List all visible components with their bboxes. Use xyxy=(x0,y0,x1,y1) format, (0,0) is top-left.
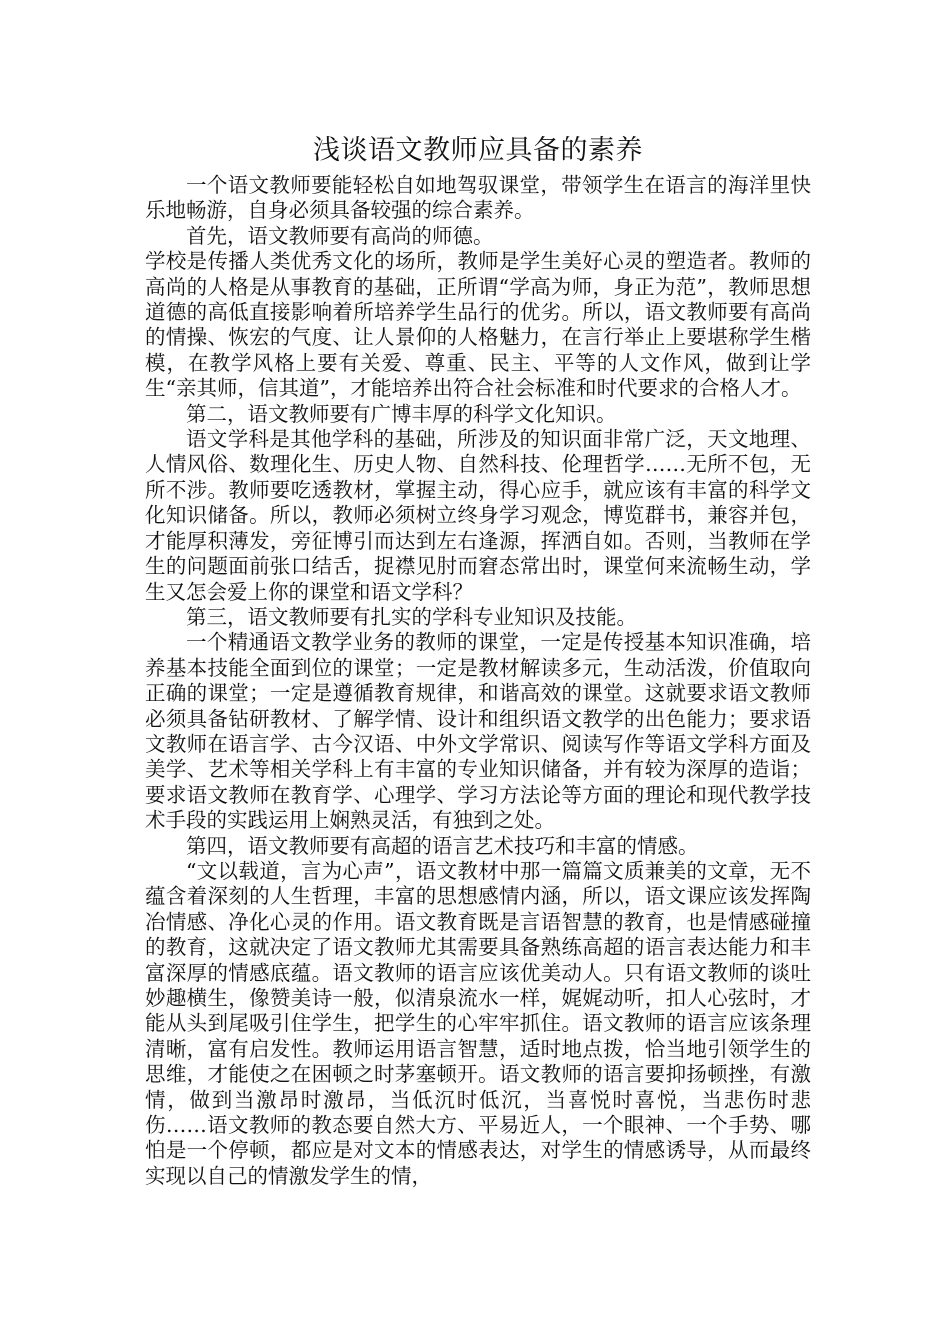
body-paragraph-2: 语文学科是其他学科的基础，所涉及的知识面非常广泛，天文地理、人情风俗、数理化生、历史人物、自然科技、伦理哲学……无所不包，无所不涉。教师要吃透教材，掌握主动，得心应手，就应该有丰富的科学文化知识储备。所以，教师必须树立终身学习观念，博览群书，兼容并包，才能厚积薄发，旁征博引而达到左右逢源，挥洒自如。否则，当教师在学生的问题面前张口结舌，捉襟见肘而窘态常出时，课堂何来流畅生动，学生又怎会爱上你的课堂和语文学科？ xyxy=(145,427,811,604)
body-paragraph-1: 学校是传播人类优秀文化的场所，教师是学生美好心灵的塑造者。教师的高尚的人格是从事教育的基础，正所谓“学高为师，身正为范”，教师思想道德的高低直接影响着所培养学生品行的优劣。所以，语文教师要有高尚的情操、恢宏的气度、让人景仰的人格魅力，在言行举止上要堪称学生楷模，在教学风格上要有关爱、尊重、民主、平等的人文作风，做到让学生“亲其师，信其道”，才能培养出符合社会标准和时代要求的合格人才。 xyxy=(145,249,811,401)
intro-paragraph: 一个语文教师要能轻松自如地驾驭课堂，带领学生在语言的海洋里快乐地畅游，自身必须具备较强的综合素养。 xyxy=(145,173,811,223)
body-paragraph-4: “文以载道，言为心声”，语文教材中那一篇篇文质兼美的文章，无不蕴含着深刻的人生哲理，丰富的思想感情内涵，所以，语文课应该发挥陶冶情感、净化心灵的作用。语文教育既是言语智慧的教育，也是情感碰撞的教育，这就决定了语文教师尤其需要具备熟练高超的语言表达能力和丰富深厚的情感底蕴。语文教师的语言应该优美动人。只有语文教师的谈吐妙趣横生，像赞美诗一般，似清泉流水一样，娓娓动听，扣人心弦时，才能从头到尾吸引住学生，把学生的心牢牢抓住。语文教师的语言应该条理清晰，富有启发性。教师运用语言智慧，适时地点拨，恰当地引领学生的思维，才能使之在困顿之时茅塞顿开。语文教师的语言要抑扬顿挫，有激情，做到当激昂时激昂，当低沉时低沉，当喜悦时喜悦，当悲伤时悲伤……语文教师的教态要自然大方、平易近人，一个眼神、一个手势、哪怕是一个停顿，都应是对文本的情感表达，对学生的情感诱导，从而最终实现以自己的情激发学生的情， xyxy=(145,858,811,1188)
document-body xyxy=(145,133,811,1189)
section-heading-1: 首先，语文教师要有高尚的师德。 xyxy=(186,223,494,248)
section-heading-4: 第四，语文教师要有高超的语言艺术技巧和丰富的情感。 xyxy=(186,833,699,858)
body-paragraph-3: 一个精通语文教学业务的教师的课堂，一定是传授基本知识准确，培养基本技能全面到位的课堂；一定是教材解读多元，生动活泼，价值取向正确的课堂；一定是遵循教育规律，和谐高效的课堂。这就要求语文教师必须具备钻研教材、了解学情、设计和组织语文教学的出色能力；要求语文教师在语言学、古今汉语、中外文学常识、阅读写作等语文学科方面及美学、艺术等相关学科上有丰富的专业知识储备，并有较为深厚的造诣；要求语文教师在教育学、心理学、学习方法论等方面的理论和现代教学技术手段的实践运用上娴熟灵活，有独到之处。 xyxy=(145,630,811,833)
document-title: 浅谈语文教师应具备的素养 xyxy=(313,135,643,166)
section-heading-2: 第二，语文教师要有广博丰厚的科学文化知识。 xyxy=(186,401,617,426)
section-heading-3: 第三，语文教师要有扎实的学科专业知识及技能。 xyxy=(186,604,637,629)
